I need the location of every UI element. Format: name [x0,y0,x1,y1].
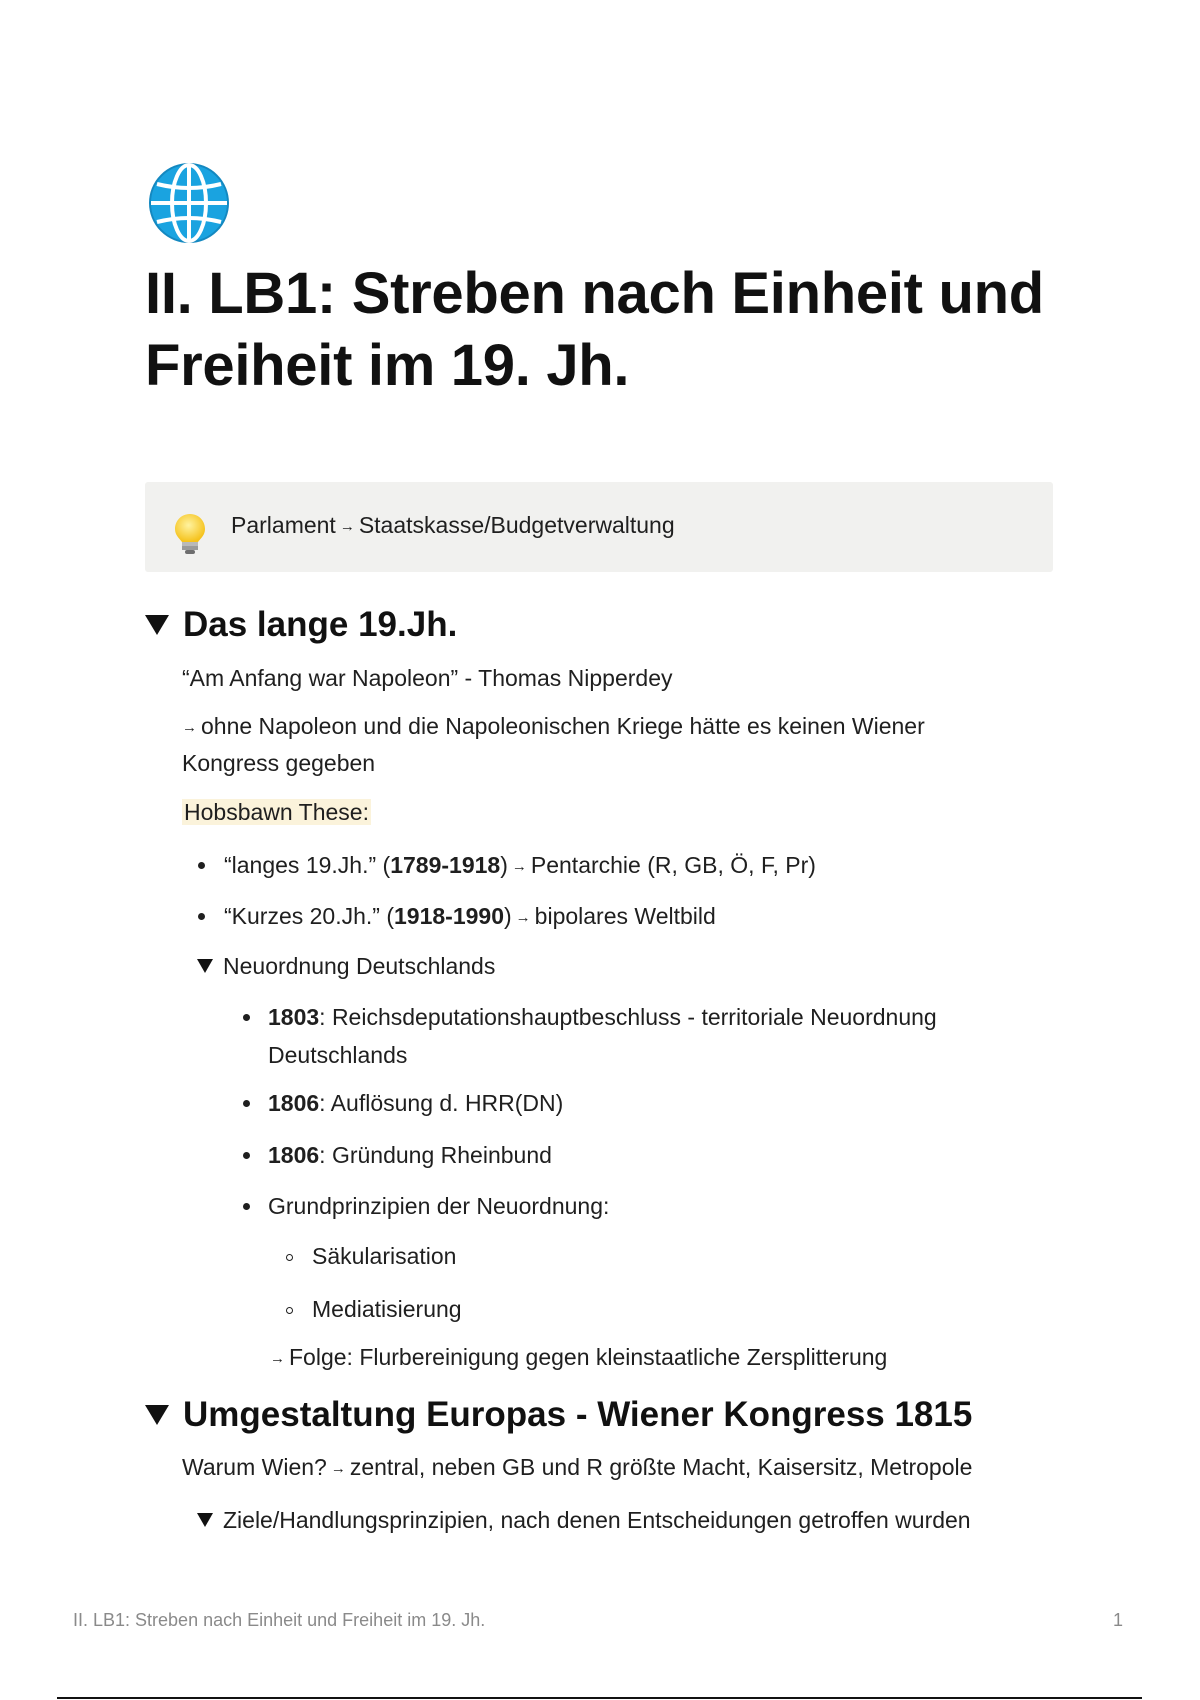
toggle-heading-das-lange-19jh[interactable] [145,603,457,647]
paragraph-text: ohne Napoleon und die Napoleonischen Kriege hätte es keinen Wiener [201,713,925,739]
list-item-bold: 1789-1918 [390,852,501,878]
list-item-text: ) [504,903,512,929]
list-item-text: “langes 19.Jh.” ( [224,852,391,878]
sub-list-item: Säkularisation [312,1243,457,1269]
callout-right: Staatskasse/Budgetverwaltung [358,512,675,538]
list-item [224,901,716,933]
callout-left: Parlament [231,512,336,538]
consequence-line [270,1342,887,1374]
list-item-text: : Gründung Rheinbund [319,1142,552,1168]
arrow-icon: → [515,909,531,926]
paragraph-line: Kongress gegeben [182,750,376,776]
arrow-icon: → [330,1460,346,1477]
paragraph-text: Warum Wien? [182,1454,327,1480]
toggle-ziele-handlungsprinzipien[interactable] [197,1505,971,1535]
page-title: II. LB1: Streben nach Einheit und Freiheit im 19. Jh. [145,261,1044,398]
bullet-dot [243,1152,250,1159]
list-item: Grundprinzipien der Neuordnung: [268,1193,610,1219]
bullet-dot [198,913,205,920]
callout-block [145,482,1053,572]
sub-list-item: Mediatisierung [312,1296,462,1322]
toggle-triangle-icon[interactable] [197,1513,213,1527]
consequence-text: Folge: Flurbereinigung gegen kleinstaatliche Zersplitterung [289,1344,888,1370]
list-item-text: : Auflösung d. HRR(DN) [319,1090,564,1116]
bullet-dot [243,1014,250,1021]
list-item-continuation: Deutschlands [268,1042,408,1068]
list-item-bold: 1806 [268,1090,320,1116]
bullet-dot [243,1100,250,1107]
arrow-icon: → [511,858,527,875]
list-item [268,1088,563,1118]
paragraph-line [182,1452,972,1484]
toggle-heading-wiener-kongress[interactable] [145,1393,972,1437]
list-item-text: ) [500,852,508,878]
list-item [268,1140,552,1170]
highlighted-label [182,797,371,827]
globe-icon [146,160,232,246]
paragraph-text: zentral, neben GB und R größte Macht, Kaisersitz, Metropole [349,1454,973,1480]
arrow-icon: → [270,1350,285,1367]
list-item-text: bipolares Weltbild [534,903,716,929]
toggle-triangle-icon[interactable] [145,1405,169,1425]
lightbulb-icon [173,512,207,556]
page-number: 1 [1113,1610,1124,1630]
footer-title: II. LB1: Streben nach Einheit und Freiheit im 19. Jh. [73,1610,486,1630]
circle-bullet [286,1307,293,1314]
arrow-icon: → [339,518,355,535]
toggle-triangle-icon[interactable] [197,959,213,973]
callout-text [231,510,675,542]
toggle-neuordnung-deutschlands[interactable] [197,951,495,981]
toggle-triangle-icon[interactable] [145,615,169,635]
arrow-icon: → [182,719,197,736]
quote-line: “Am Anfang war Napoleon” - Thomas Nipperdey [182,665,673,691]
section-heading: Umgestaltung Europas - Wiener Kongress 1815 [183,1395,973,1434]
list-item-text: Pentarchie (R, GB, Ö, F, Pr) [530,852,816,878]
circle-bullet [286,1254,293,1261]
section-heading: Das lange 19.Jh. [183,605,458,644]
highlight-text: Hobsbawn These: [184,799,369,825]
paragraph-line [182,711,925,743]
list-item-bold: 1806 [268,1142,320,1168]
page-divider [57,1697,1142,1699]
bullet-dot [198,862,205,869]
list-item-text: “Kurzes 20.Jh.” ( [224,903,394,929]
list-item-bold: 1803 [268,1004,320,1030]
list-item-bold: 1918-1990 [394,903,504,929]
bullet-dot [243,1203,250,1210]
list-item-text: : Reichsdeputationshauptbeschluss - territoriale Neuordnung [319,1004,937,1030]
list-item [224,850,816,882]
toggle-label: Neuordnung Deutschlands [223,953,496,979]
list-item [268,1002,937,1032]
toggle-label: Ziele/Handlungsprinzipien, nach denen Entscheidungen getroffen wurden [223,1507,971,1533]
